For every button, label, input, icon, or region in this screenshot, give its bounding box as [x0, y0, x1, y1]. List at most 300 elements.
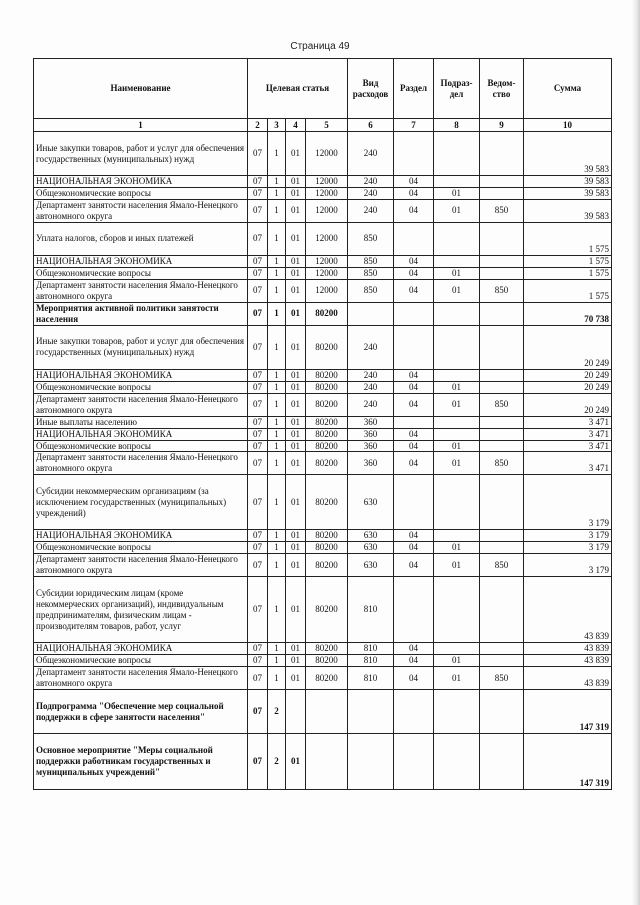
code-direction: 80200: [306, 302, 348, 325]
code-program: 07: [248, 542, 268, 554]
department-code: [480, 325, 524, 369]
code-direction: 80200: [306, 577, 348, 643]
subsection-code: [434, 176, 480, 188]
code-event: 01: [286, 734, 306, 790]
code-subprogram: 1: [268, 176, 286, 188]
amount: 147 319: [524, 690, 612, 734]
code-subprogram: 1: [268, 643, 286, 655]
section-code: 04: [394, 428, 434, 440]
department-code: [480, 176, 524, 188]
department-code: [480, 577, 524, 643]
code-direction: 80200: [306, 554, 348, 577]
row-name: НАЦИОНАЛЬНАЯ ЭКОНОМИКА: [34, 643, 248, 655]
expense-type: 630: [348, 475, 394, 530]
section-code: [394, 734, 434, 790]
row-name: Департамент занятости населения Ямало-Ненецкого автономного округа: [34, 554, 248, 577]
code-subprogram: 1: [268, 428, 286, 440]
code-direction: 12000: [306, 199, 348, 222]
code-subprogram: 1: [268, 655, 286, 667]
amount: 3 179: [524, 554, 612, 577]
department-code: [480, 530, 524, 542]
row-name: Департамент занятости населения Ямало-Ненецкого автономного округа: [34, 199, 248, 222]
subsection-code: 01: [434, 667, 480, 690]
header-vid: Вид расходов: [348, 59, 394, 119]
row-name: Общеэкономические вопросы: [34, 187, 248, 199]
code-program: 07: [248, 132, 268, 176]
code-subprogram: 1: [268, 381, 286, 393]
table-row: [34, 416, 612, 428]
department-code: [480, 428, 524, 440]
row-name: Общеэкономические вопросы: [34, 381, 248, 393]
expense-type: 240: [348, 325, 394, 369]
expense-type: 240: [348, 187, 394, 199]
code-event: 01: [286, 369, 306, 381]
section-code: 04: [394, 667, 434, 690]
code-subprogram: 1: [268, 554, 286, 577]
code-direction: 80200: [306, 643, 348, 655]
code-subprogram: 1: [268, 325, 286, 369]
subsection-code: [434, 325, 480, 369]
expense-type: 850: [348, 267, 394, 279]
row-name: Общеэкономические вопросы: [34, 655, 248, 667]
header-vedomstvo: Ведом-ство: [480, 59, 524, 119]
table-row: [34, 199, 612, 222]
row-name: НАЦИОНАЛЬНАЯ ЭКОНОМИКА: [34, 530, 248, 542]
code-event: 01: [286, 176, 306, 188]
table-body: [34, 132, 612, 790]
code-direction: 12000: [306, 187, 348, 199]
code-subprogram: 1: [268, 440, 286, 452]
code-program: 07: [248, 554, 268, 577]
code-program: 07: [248, 655, 268, 667]
code-event: 01: [286, 393, 306, 416]
table-row: [34, 381, 612, 393]
code-event: 01: [286, 475, 306, 530]
code-subprogram: 1: [268, 279, 286, 302]
column-number: 9: [480, 119, 524, 132]
table-row: [34, 222, 612, 255]
code-program: 07: [248, 279, 268, 302]
subsection-code: [434, 530, 480, 542]
expense-type: 360: [348, 440, 394, 452]
row-name: Иные закупки товаров, работ и услуг для обеспечения государственных (муниципальных) нужд: [34, 325, 248, 369]
department-code: [480, 187, 524, 199]
section-code: 04: [394, 655, 434, 667]
table-row: [34, 325, 612, 369]
code-subprogram: 1: [268, 542, 286, 554]
amount: 39 583: [524, 199, 612, 222]
code-event: 01: [286, 452, 306, 475]
header-row: [34, 59, 612, 119]
department-code: [480, 475, 524, 530]
section-code: 04: [394, 279, 434, 302]
table-row: [34, 279, 612, 302]
header-podrazdel: Подраз-дел: [434, 59, 480, 119]
table-row: [34, 542, 612, 554]
expense-type: 810: [348, 643, 394, 655]
amount: 39 583: [524, 132, 612, 176]
department-code: [480, 440, 524, 452]
code-subprogram: 1: [268, 393, 286, 416]
code-direction: 80200: [306, 325, 348, 369]
expense-type: 850: [348, 222, 394, 255]
subsection-code: 01: [434, 542, 480, 554]
column-number: 1: [34, 119, 248, 132]
subsection-code: 01: [434, 452, 480, 475]
amount: 3 179: [524, 530, 612, 542]
code-subprogram: 1: [268, 667, 286, 690]
amount: 1 575: [524, 279, 612, 302]
amount: 3 179: [524, 542, 612, 554]
section-code: 04: [394, 643, 434, 655]
subsection-code: [434, 302, 480, 325]
table-row: [34, 734, 612, 790]
row-name: НАЦИОНАЛЬНАЯ ЭКОНОМИКА: [34, 428, 248, 440]
header-summa: Сумма: [524, 59, 612, 119]
column-number: 6: [348, 119, 394, 132]
department-code: [480, 655, 524, 667]
subsection-code: [434, 416, 480, 428]
subsection-code: [434, 132, 480, 176]
subsection-code: 01: [434, 267, 480, 279]
department-code: [480, 643, 524, 655]
amount: 20 249: [524, 381, 612, 393]
code-event: 01: [286, 187, 306, 199]
code-program: 07: [248, 667, 268, 690]
table-row: [34, 187, 612, 199]
code-event: 01: [286, 554, 306, 577]
code-subprogram: 1: [268, 577, 286, 643]
subsection-code: 01: [434, 279, 480, 302]
amount: 3 471: [524, 416, 612, 428]
code-event: 01: [286, 381, 306, 393]
code-program: 07: [248, 577, 268, 643]
code-event: 01: [286, 416, 306, 428]
code-direction: 80200: [306, 416, 348, 428]
code-direction: 12000: [306, 255, 348, 267]
table-row: [34, 530, 612, 542]
code-program: 07: [248, 222, 268, 255]
table-row: [34, 690, 612, 734]
section-code: [394, 325, 434, 369]
section-code: [394, 302, 434, 325]
table-row: [34, 643, 612, 655]
amount: 43 839: [524, 667, 612, 690]
row-name: Субсидии некоммерческим организациям (за исключением государственных (муниципальных) учреждений): [34, 475, 248, 530]
code-program: 07: [248, 475, 268, 530]
code-subprogram: 1: [268, 302, 286, 325]
column-number-row: [34, 119, 612, 132]
header-name: Наименование: [34, 59, 248, 119]
table-row: [34, 267, 612, 279]
amount: 1 575: [524, 222, 612, 255]
amount: 20 249: [524, 369, 612, 381]
code-subprogram: 1: [268, 199, 286, 222]
expense-type: 630: [348, 542, 394, 554]
expense-type: 360: [348, 428, 394, 440]
code-program: 07: [248, 199, 268, 222]
code-subprogram: 1: [268, 267, 286, 279]
code-event: 01: [286, 255, 306, 267]
code-subprogram: 1: [268, 255, 286, 267]
department-code: 850: [480, 279, 524, 302]
amount: 1 575: [524, 255, 612, 267]
code-event: [286, 690, 306, 734]
expense-type: [348, 302, 394, 325]
page-header: Страница 49: [290, 41, 350, 52]
expense-type: 240: [348, 393, 394, 416]
section-code: 04: [394, 452, 434, 475]
amount: 43 839: [524, 655, 612, 667]
code-program: 07: [248, 302, 268, 325]
section-code: [394, 416, 434, 428]
row-name: НАЦИОНАЛЬНАЯ ЭКОНОМИКА: [34, 255, 248, 267]
table-row: [34, 655, 612, 667]
code-direction: [306, 690, 348, 734]
table-row: [34, 302, 612, 325]
code-subprogram: 1: [268, 222, 286, 255]
department-code: [480, 132, 524, 176]
subsection-code: 01: [434, 381, 480, 393]
department-code: [480, 267, 524, 279]
section-code: 04: [394, 187, 434, 199]
department-code: [480, 255, 524, 267]
table-row: [34, 475, 612, 530]
amount: 39 583: [524, 187, 612, 199]
table-row: [34, 428, 612, 440]
amount: 43 839: [524, 577, 612, 643]
header-razdel: Раздел: [394, 59, 434, 119]
subsection-code: [434, 577, 480, 643]
expense-type: 850: [348, 255, 394, 267]
expense-type: 240: [348, 199, 394, 222]
code-program: 07: [248, 530, 268, 542]
row-name: Департамент занятости населения Ямало-Ненецкого автономного округа: [34, 667, 248, 690]
department-code: 850: [480, 393, 524, 416]
code-event: 01: [286, 440, 306, 452]
code-direction: 12000: [306, 222, 348, 255]
table-row: [34, 452, 612, 475]
code-direction: 80200: [306, 655, 348, 667]
code-event: 01: [286, 132, 306, 176]
code-event: 01: [286, 428, 306, 440]
code-direction: 80200: [306, 428, 348, 440]
row-name: Иные выплаты населению: [34, 416, 248, 428]
expense-type: 850: [348, 279, 394, 302]
subsection-code: [434, 475, 480, 530]
expense-type: 810: [348, 667, 394, 690]
code-program: 07: [248, 381, 268, 393]
code-event: 01: [286, 530, 306, 542]
amount: 20 249: [524, 393, 612, 416]
code-event: 01: [286, 577, 306, 643]
code-subprogram: 1: [268, 416, 286, 428]
section-code: 04: [394, 176, 434, 188]
amount: 70 738: [524, 302, 612, 325]
code-event: 01: [286, 222, 306, 255]
code-program: 07: [248, 255, 268, 267]
subsection-code: 01: [434, 393, 480, 416]
code-event: 01: [286, 667, 306, 690]
amount: 3 179: [524, 475, 612, 530]
row-name: Уплата налогов, сборов и иных платежей: [34, 222, 248, 255]
column-number: 7: [394, 119, 434, 132]
code-direction: 80200: [306, 667, 348, 690]
expense-type: 240: [348, 369, 394, 381]
table-row: [34, 369, 612, 381]
code-direction: 12000: [306, 267, 348, 279]
code-subprogram: 1: [268, 369, 286, 381]
subsection-code: 01: [434, 554, 480, 577]
row-name: Мероприятия активной политики занятости населения: [34, 302, 248, 325]
section-code: [394, 690, 434, 734]
code-direction: 80200: [306, 440, 348, 452]
code-direction: [306, 734, 348, 790]
code-program: 07: [248, 428, 268, 440]
table-row: [34, 554, 612, 577]
expense-type: 240: [348, 132, 394, 176]
section-code: 04: [394, 530, 434, 542]
subsection-code: [434, 255, 480, 267]
table-row: [34, 667, 612, 690]
code-direction: 80200: [306, 542, 348, 554]
section-code: [394, 222, 434, 255]
expense-type: 810: [348, 655, 394, 667]
row-name: НАЦИОНАЛЬНАЯ ЭКОНОМИКА: [34, 369, 248, 381]
code-program: 07: [248, 452, 268, 475]
expense-type: [348, 734, 394, 790]
code-program: 07: [248, 416, 268, 428]
section-code: [394, 577, 434, 643]
column-number: 8: [434, 119, 480, 132]
expense-type: 810: [348, 577, 394, 643]
row-name: Иные закупки товаров, работ и услуг для обеспечения государственных (муниципальных) нужд: [34, 132, 248, 176]
code-subprogram: 1: [268, 187, 286, 199]
code-direction: 80200: [306, 393, 348, 416]
expense-type: 360: [348, 416, 394, 428]
expense-type: 630: [348, 530, 394, 542]
department-code: [480, 222, 524, 255]
code-direction: 80200: [306, 475, 348, 530]
expense-type: 240: [348, 176, 394, 188]
section-code: 04: [394, 369, 434, 381]
department-code: [480, 734, 524, 790]
code-program: 07: [248, 369, 268, 381]
code-program: 07: [248, 440, 268, 452]
code-program: 07: [248, 325, 268, 369]
row-name: Департамент занятости населения Ямало-Ненецкого автономного округа: [34, 393, 248, 416]
department-code: [480, 542, 524, 554]
table-row: [34, 132, 612, 176]
section-code: 04: [394, 542, 434, 554]
amount: 43 839: [524, 643, 612, 655]
table-row: [34, 176, 612, 188]
department-code: 850: [480, 554, 524, 577]
section-code: 04: [394, 440, 434, 452]
code-direction: 80200: [306, 369, 348, 381]
department-code: [480, 416, 524, 428]
row-name: Департамент занятости населения Ямало-Ненецкого автономного округа: [34, 279, 248, 302]
column-number: 2: [248, 119, 268, 132]
expense-type: [348, 690, 394, 734]
row-name: Департамент занятости населения Ямало-Ненецкого автономного округа: [34, 452, 248, 475]
code-event: 01: [286, 302, 306, 325]
header-target: Целевая статья: [248, 59, 348, 119]
table-row: [34, 255, 612, 267]
code-program: 07: [248, 393, 268, 416]
code-subprogram: 1: [268, 132, 286, 176]
table-row: [34, 577, 612, 643]
amount: 39 583: [524, 176, 612, 188]
code-program: 07: [248, 267, 268, 279]
expense-type: 360: [348, 452, 394, 475]
table-row: [34, 393, 612, 416]
code-direction: 80200: [306, 381, 348, 393]
section-code: 04: [394, 267, 434, 279]
amount: 1 575: [524, 267, 612, 279]
column-number: 3: [268, 119, 286, 132]
section-code: 04: [394, 199, 434, 222]
row-name: НАЦИОНАЛЬНАЯ ЭКОНОМИКА: [34, 176, 248, 188]
code-direction: 80200: [306, 452, 348, 475]
subsection-code: [434, 222, 480, 255]
section-code: 04: [394, 381, 434, 393]
section-code: [394, 475, 434, 530]
code-program: 07: [248, 690, 268, 734]
row-name: Общеэкономические вопросы: [34, 267, 248, 279]
code-event: 01: [286, 279, 306, 302]
department-code: 850: [480, 452, 524, 475]
code-subprogram: 1: [268, 530, 286, 542]
row-name: Основное мероприятие "Меры социальной поддержки работникам государственных и муниципальных учреждений": [34, 734, 248, 790]
code-program: 07: [248, 187, 268, 199]
amount: 20 249: [524, 325, 612, 369]
subsection-code: 01: [434, 440, 480, 452]
row-name: Общеэкономические вопросы: [34, 440, 248, 452]
column-number: 5: [306, 119, 348, 132]
column-number: 10: [524, 119, 612, 132]
amount: 3 471: [524, 440, 612, 452]
expense-type: 240: [348, 381, 394, 393]
subsection-code: [434, 643, 480, 655]
subsection-code: [434, 690, 480, 734]
code-event: 01: [286, 325, 306, 369]
subsection-code: 01: [434, 187, 480, 199]
section-code: 04: [394, 554, 434, 577]
subsection-code: 01: [434, 655, 480, 667]
amount: 3 471: [524, 452, 612, 475]
code-event: 01: [286, 199, 306, 222]
department-code: [480, 690, 524, 734]
subsection-code: [434, 369, 480, 381]
section-code: 04: [394, 255, 434, 267]
row-name: Субсидии юридическим лицам (кроме некоммерческих организаций), индивидуальным предпринимателям, физическим лицам - производителям товаров, работ, услуг: [34, 577, 248, 643]
code-subprogram: 1: [268, 452, 286, 475]
subsection-code: [434, 734, 480, 790]
column-number: 4: [286, 119, 306, 132]
code-program: 07: [248, 176, 268, 188]
scan-edge: [632, 0, 640, 905]
department-code: [480, 302, 524, 325]
code-event: 01: [286, 643, 306, 655]
budget-table: [33, 58, 612, 790]
code-event: 01: [286, 542, 306, 554]
department-code: 850: [480, 199, 524, 222]
expense-type: 630: [348, 554, 394, 577]
code-program: 07: [248, 734, 268, 790]
department-code: 850: [480, 667, 524, 690]
code-direction: 80200: [306, 530, 348, 542]
